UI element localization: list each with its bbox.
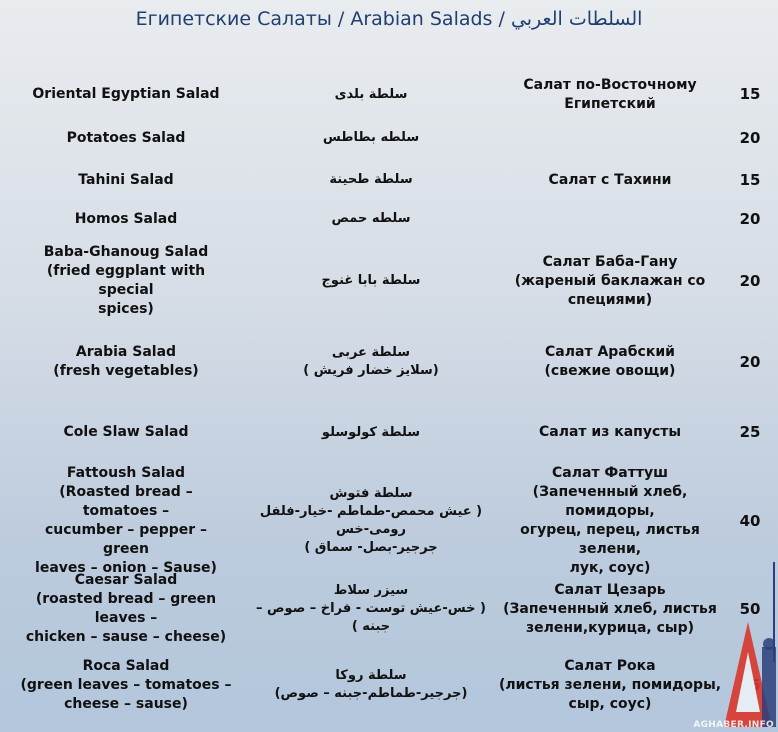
menu-row [0,410,778,455]
item-price: 20 [739,352,761,371]
item-name-en: Roca Salad (green leaves – tomatoes – cheese – sause) [20,657,232,712]
item-name-ru: Салат Фаттуш (Запеченный хлеб, помидоры, огурец, перец, листья зелени, лук, соус) [520,465,700,576]
item-name-ru: Салат Баба-Гану (жареный баклажан со специями) [514,253,706,308]
menu-row [0,72,778,117]
tower-logo-icon [718,552,778,732]
menu-row [0,202,778,236]
menu-row [0,650,778,720]
item-name-ar: سلطه بطاطس [322,130,420,145]
menu-row [0,122,778,154]
item-price: 20 [739,271,761,290]
item-name-ar: سلطة بلدى [334,86,408,102]
item-name-ru: Салат Арабский (свежие овощи) [544,344,676,379]
item-name-ar: سلطة كولوسلو [321,424,421,440]
menu-row [0,163,778,197]
item-name-ru: Салат с Тахини [548,171,672,188]
menu-row [0,572,778,645]
item-name-ar: سلطه حمص [331,211,411,226]
item-name-ru: Салат из капусты [538,424,682,440]
item-price: 15 [739,170,761,189]
item-name-en: Baba-Ghanoug Salad (fried eggplant with special spices) [43,244,209,317]
page-title: Египетские Салаты / Arabian Salads / السلطات العربي [135,8,643,30]
item-price: 50 [739,599,761,618]
item-name-en: Potatoes Salad [66,129,186,146]
item-name-en: Tahini Salad [78,171,174,188]
item-name-en: Arabia Salad (fresh vegetables) [53,344,199,379]
item-name-ar: سيزر سلاط ( خس-عيش توست - فراخ – صوص – جبنه ) [256,583,486,634]
item-price: 15 [739,85,761,103]
item-name-en: Caesar Salad (roasted bread – green leaves – chicken – sause – cheese) [25,572,227,645]
menu-row [0,465,778,576]
item-name-ru: Салат Рока (листья зелени, помидоры, сыр, соус) [498,657,722,712]
item-name-ru: Салат Цезарь (Запеченный хлеб, листья зелени,курица, сыр) [503,581,717,636]
item-price: 20 [739,128,761,147]
item-name-en: Homos Salad [74,210,178,227]
item-name-ar: سلطة طحينة [329,172,413,187]
item-name-ar: سلطة روكا (جرجير-طماطم-جبنه – صوص) [274,668,468,701]
item-name-en: Oriental Egyptian Salad [32,86,220,102]
watermark: AGHABER.INFO [693,720,774,730]
item-price: 20 [739,209,761,228]
menu-row [0,244,778,317]
item-name-ar: سلطة بابا غنوج [321,273,421,288]
item-name-ar: سلطة عربى (سلايز خضار فريش ) [303,345,439,378]
item-price: 25 [739,423,761,441]
item-price: 40 [739,511,761,530]
item-name-ar: سلطة فتوش ( عيش محمص-طماطم -خيار-فلفل رومى-خس جرجير-بصل- سماق ) [259,486,483,555]
item-name-ru: Салат по-Восточному Египетский [523,76,697,112]
item-name-en: Fattoush Salad (Roasted bread – tomatoes – cucumber – pepper – green leaves – onion – Sause) [35,465,217,576]
item-name-en: Cole Slaw Salad [63,424,189,440]
menu-row [0,332,778,392]
